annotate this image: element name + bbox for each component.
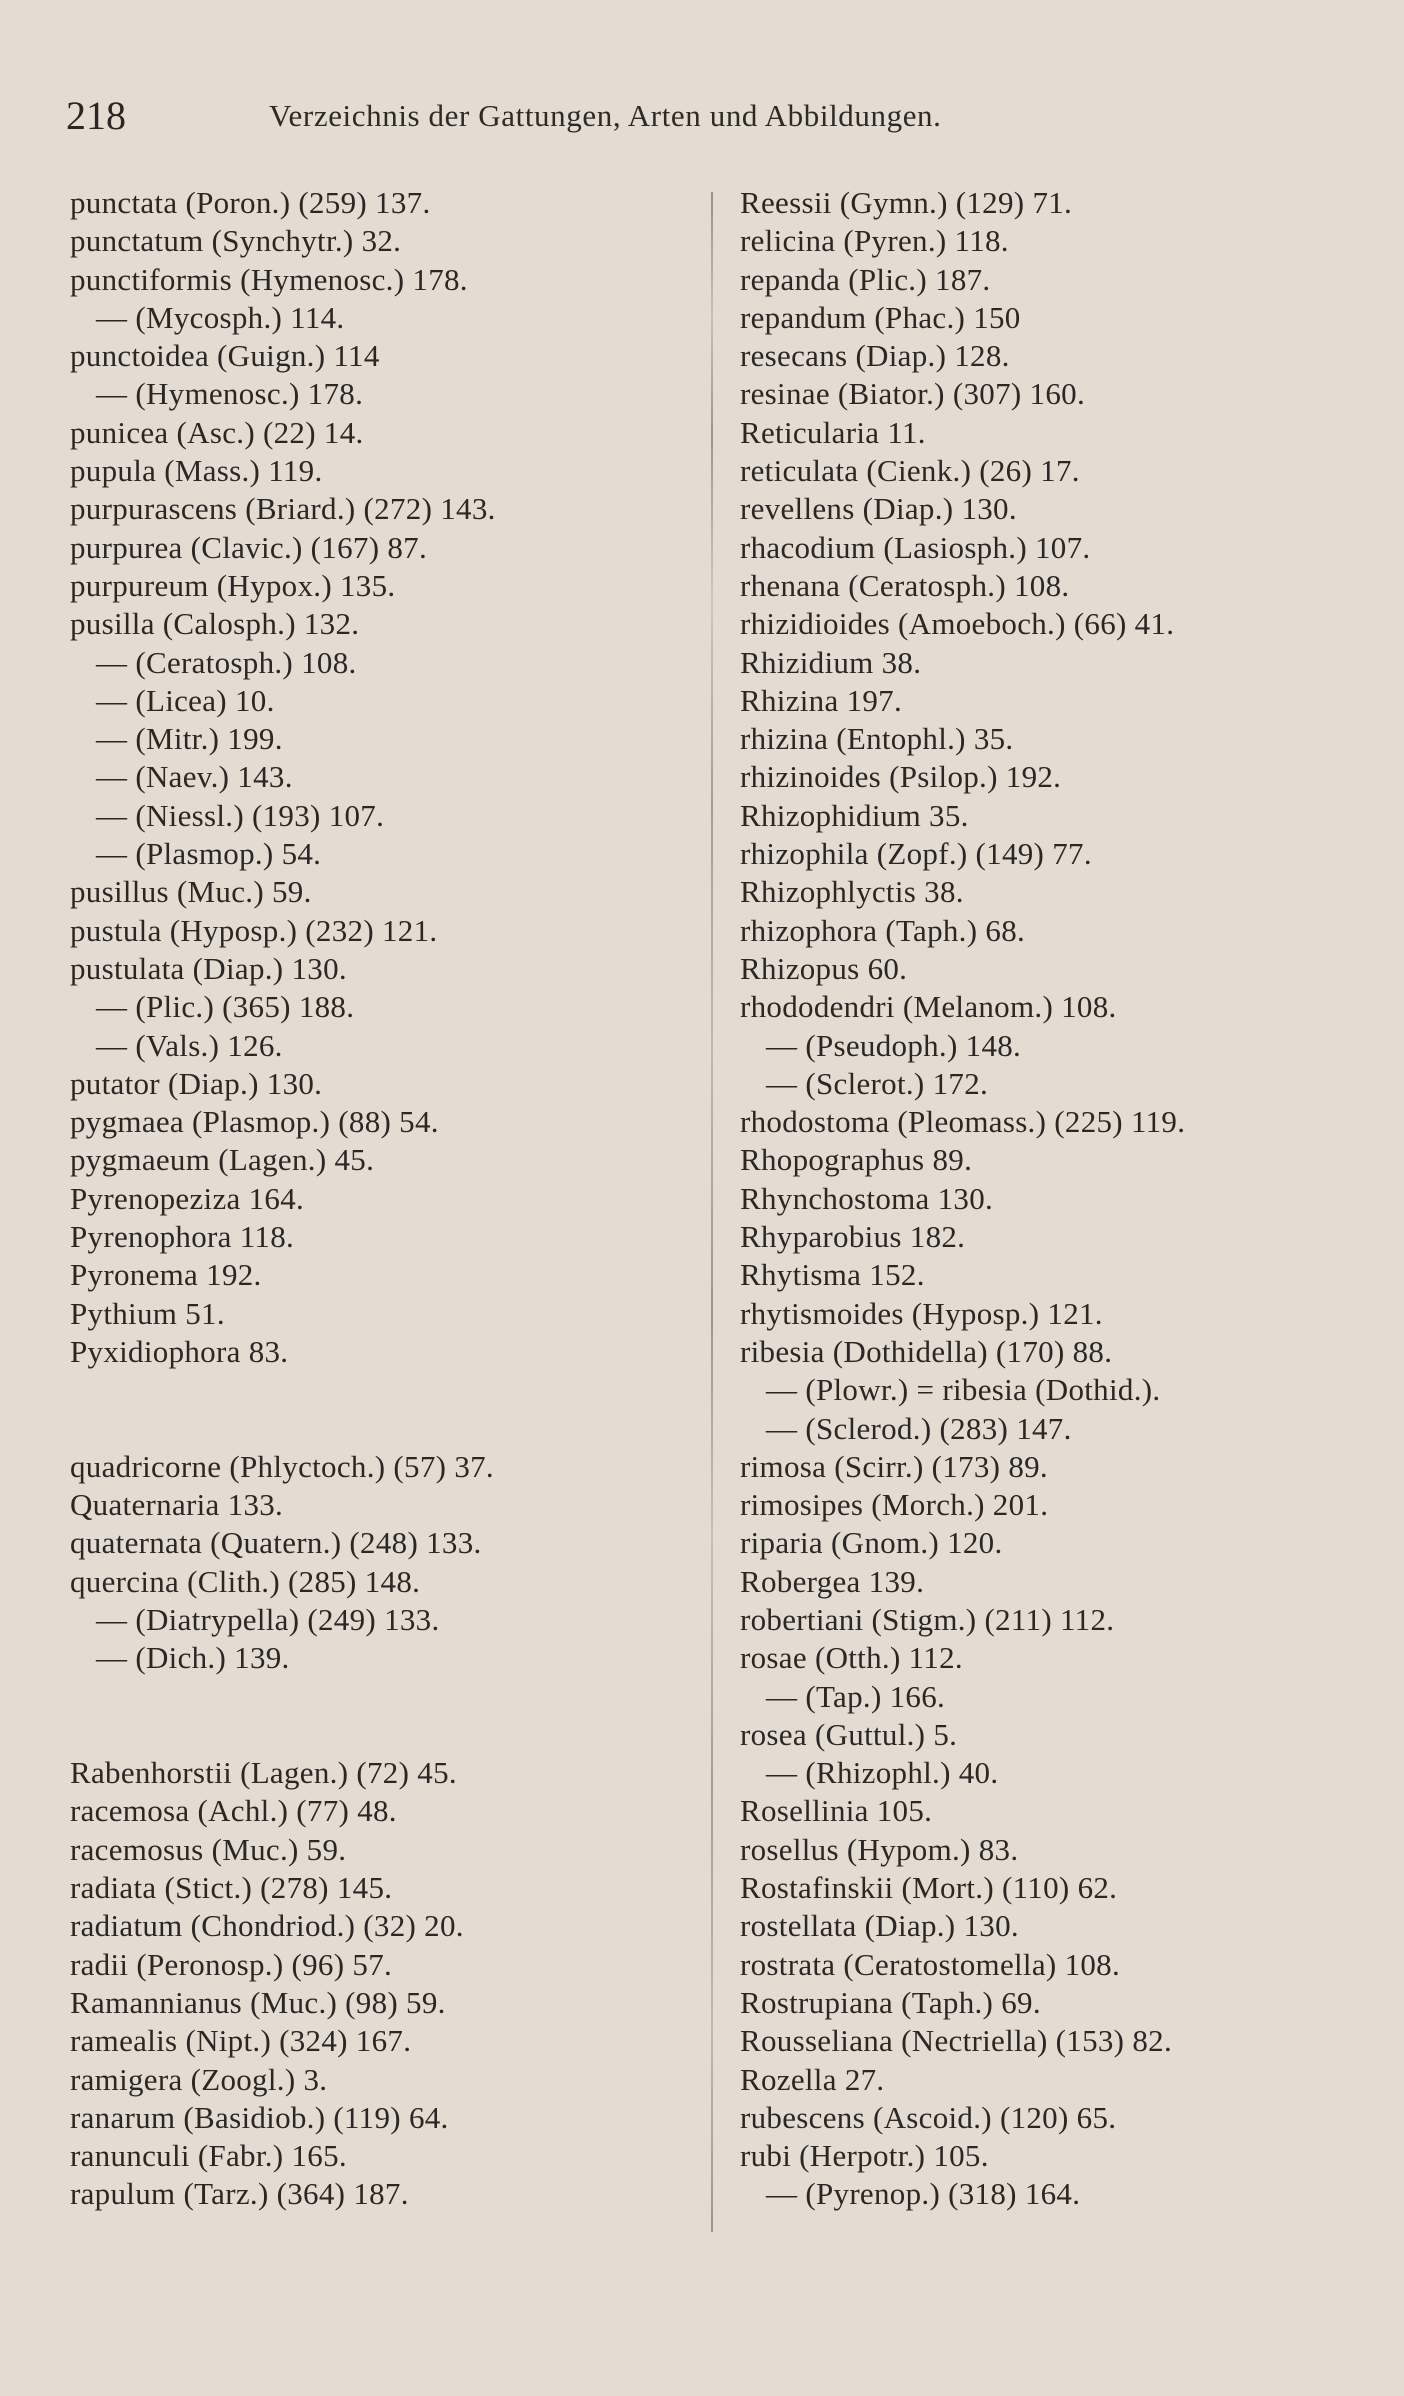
index-entry: — (Diatrypella) (249) 133. xyxy=(96,1601,440,1637)
index-entry: purpureum (Hypox.) 135. xyxy=(70,567,396,603)
index-entry: rhacodium (Lasiosph.) 107. xyxy=(740,529,1091,565)
index-entry: — (Sclerod.) (283) 147. xyxy=(766,1410,1072,1446)
index-entry: Rhyparobius 182. xyxy=(740,1219,966,1255)
index-entry: Rhizophidium 35. xyxy=(740,797,969,833)
index-entry: pygmaeum (Lagen.) 45. xyxy=(70,1142,375,1178)
index-entry: Rhizopus 60. xyxy=(740,950,908,986)
index-entry: quaternata (Quatern.) (248) 133. xyxy=(70,1525,482,1561)
index-column-left xyxy=(70,184,670,2214)
index-entry: Ramannianus (Muc.) (98) 59. xyxy=(70,1984,446,2020)
index-entry: purpurascens (Briard.) (272) 143. xyxy=(70,491,496,527)
index-entry: Rhopographus 89. xyxy=(740,1142,973,1178)
index-entry: pusillus (Muc.) 59. xyxy=(70,874,312,910)
blank-line xyxy=(70,1371,670,1409)
index-entry: Rhizidium 38. xyxy=(740,644,922,680)
index-entry: rhenana (Ceratosph.) 108. xyxy=(740,567,1070,603)
index-entry: resecans (Diap.) 128. xyxy=(740,338,1010,374)
index-entry: rapulum (Tarz.) (364) 187. xyxy=(70,2176,409,2212)
index-entry: rubescens (Ascoid.) (120) 65. xyxy=(740,2099,1117,2135)
index-entry: Robergea 139. xyxy=(740,1563,925,1599)
blank-line xyxy=(70,1716,670,1754)
index-entry: Rhytisma 152. xyxy=(740,1257,925,1293)
index-entry: rosea (Guttul.) 5. xyxy=(740,1716,958,1752)
index-entry: Rosellinia 105. xyxy=(740,1793,933,1829)
index-entry: Pythium 51. xyxy=(70,1295,225,1331)
index-entry: — (Niessl.) (193) 107. xyxy=(96,797,385,833)
index-entry: rosellus (Hypom.) 83. xyxy=(740,1831,1019,1867)
index-entry: Pyxidiophora 83. xyxy=(70,1333,289,1369)
index-entry: quercina (Clith.) (285) 148. xyxy=(70,1563,421,1599)
index-entry: robertiani (Stigm.) (211) 112. xyxy=(740,1601,1115,1637)
index-entry: rhizophora (Taph.) 68. xyxy=(740,912,1026,948)
index-entry: reticulata (Cienk.) (26) 17. xyxy=(740,453,1080,489)
index-entry: — (Tap.) 166. xyxy=(766,1678,946,1714)
index-entry: — (Rhizophl.) 40. xyxy=(766,1755,999,1791)
index-entry: repandum (Phac.) 150 xyxy=(740,299,1021,335)
index-entry: ramigera (Zoogl.) 3. xyxy=(70,2061,328,2097)
index-entry: Pyrenopeziza 164. xyxy=(70,1180,305,1216)
index-entry: pygmaea (Plasmop.) (88) 54. xyxy=(70,1104,439,1140)
index-entry: revellens (Diap.) 130. xyxy=(740,491,1017,527)
index-entry: Rhynchostoma 130. xyxy=(740,1180,994,1216)
index-entry: — (Plowr.) = ribesia (Dothid.). xyxy=(766,1372,1161,1408)
index-entry: rostrata (Ceratostomella) 108. xyxy=(740,1946,1121,1982)
index-entry: pustulata (Diap.) 130. xyxy=(70,950,347,986)
index-entry: rhizina (Entophl.) 35. xyxy=(740,721,1014,757)
index-entry: rimosipes (Morch.) 201. xyxy=(740,1487,1049,1523)
blank-line xyxy=(70,1678,670,1716)
running-title: Verzeichnis der Gattungen, Arten und Abbildungen. xyxy=(269,98,942,133)
index-entry: punctoidea (Guign.) 114 xyxy=(70,338,380,374)
index-entry: — (Pseudoph.) 148. xyxy=(766,1027,1022,1063)
index-entry: punctiformis (Hymenosc.) 178. xyxy=(70,261,468,297)
index-entry: — (Licea) 10. xyxy=(96,682,275,718)
page-number: 218 xyxy=(66,93,126,138)
index-entry: radii (Peronosp.) (96) 57. xyxy=(70,1946,393,1982)
index-entry: — (Plasmop.) 54. xyxy=(96,836,322,872)
index-entry: Rhizina 197. xyxy=(740,682,903,718)
index-entry: rostellata (Diap.) 130. xyxy=(740,1908,1019,1944)
index-entry: putator (Diap.) 130. xyxy=(70,1065,323,1101)
column-divider xyxy=(711,192,713,2232)
index-entry: Rousseliana (Nectriella) (153) 82. xyxy=(740,2023,1172,2059)
index-entry: — (Vals.) 126. xyxy=(96,1027,283,1063)
index-entry: Pyrenophora 118. xyxy=(70,1219,295,1255)
index-entry: ribesia (Dothidella) (170) 88. xyxy=(740,1333,1113,1369)
index-entry: Rhizophlyctis 38. xyxy=(740,874,964,910)
index-entry: rhizinoides (Psilop.) 192. xyxy=(740,759,1062,795)
index-entry: quadricorne (Phlyctoch.) (57) 37. xyxy=(70,1448,494,1484)
index-entry: Reessii (Gymn.) (129) 71. xyxy=(740,185,1073,220)
index-entry: resinae (Biator.) (307) 160. xyxy=(740,376,1085,412)
index-entry: — (Naev.) 143. xyxy=(96,759,293,795)
index-entry: pusilla (Calosph.) 132. xyxy=(70,606,360,642)
page-header xyxy=(66,92,1146,140)
index-entry: punicea (Asc.) (22) 14. xyxy=(70,414,364,450)
index-entry: rhizidioides (Amoeboch.) (66) 41. xyxy=(740,606,1175,642)
index-entry: — (Mitr.) 199. xyxy=(96,721,283,757)
index-entry: rhizophila (Zopf.) (149) 77. xyxy=(740,836,1092,872)
index-entry: relicina (Pyren.) 118. xyxy=(740,223,1009,259)
index-entry: radiata (Stict.) (278) 145. xyxy=(70,1870,393,1906)
index-entry: — (Mycosph.) 114. xyxy=(96,299,345,335)
index-entry: purpurea (Clavic.) (167) 87. xyxy=(70,529,428,565)
index-entry: rhodostoma (Pleomass.) (225) 119. xyxy=(740,1104,1186,1140)
index-entry: riparia (Gnom.) 120. xyxy=(740,1525,1003,1561)
index-entry: — (Sclerot.) 172. xyxy=(766,1065,989,1101)
index-entry: — (Plic.) (365) 188. xyxy=(96,989,355,1025)
index-entry: — (Dich.) 139. xyxy=(96,1640,290,1676)
index-entry: — (Hymenosc.) 178. xyxy=(96,376,364,412)
index-entry: pustula (Hyposp.) (232) 121. xyxy=(70,912,438,948)
index-entry: racemosa (Achl.) (77) 48. xyxy=(70,1793,397,1829)
index-entry: — (Ceratosph.) 108. xyxy=(96,644,357,680)
index-entry: Pyronema 192. xyxy=(70,1257,262,1293)
index-entry: — (Pyrenop.) (318) 164. xyxy=(766,2176,1081,2212)
index-entry: Rostrupiana (Taph.) 69. xyxy=(740,1984,1041,2020)
index-entry: rhododendri (Melanom.) 108. xyxy=(740,989,1117,1025)
index-entry: rimosa (Scirr.) (173) 89. xyxy=(740,1448,1048,1484)
index-entry: rhytismoides (Hyposp.) 121. xyxy=(740,1295,1103,1331)
index-entry: Rabenhorstii (Lagen.) (72) 45. xyxy=(70,1755,457,1791)
index-column-right xyxy=(740,184,1360,2214)
index-entry: ranarum (Basidiob.) (119) 64. xyxy=(70,2099,449,2135)
index-entry: punctata (Poron.) (259) 137. xyxy=(70,185,431,220)
index-entry: racemosus (Muc.) 59. xyxy=(70,1831,347,1867)
index-entry: Reticularia 11. xyxy=(740,414,926,450)
index-entry: pupula (Mass.) 119. xyxy=(70,453,323,489)
index-entry: Quaternaria 133. xyxy=(70,1487,284,1523)
index-entry: radiatum (Chondriod.) (32) 20. xyxy=(70,1908,464,1944)
index-entry: punctatum (Synchytr.) 32. xyxy=(70,223,402,259)
blank-line xyxy=(70,1410,670,1448)
index-entry: Rozella 27. xyxy=(740,2061,885,2097)
index-entry: ranunculi (Fabr.) 165. xyxy=(70,2138,347,2174)
index-entry: Rostafinskii (Mort.) (110) 62. xyxy=(740,1870,1118,1906)
index-entry: repanda (Plic.) 187. xyxy=(740,261,991,297)
index-entry: rubi (Herpotr.) 105. xyxy=(740,2138,989,2174)
index-entry: ramealis (Nipt.) (324) 167. xyxy=(70,2023,412,2059)
index-entry: rosae (Otth.) 112. xyxy=(740,1640,963,1676)
